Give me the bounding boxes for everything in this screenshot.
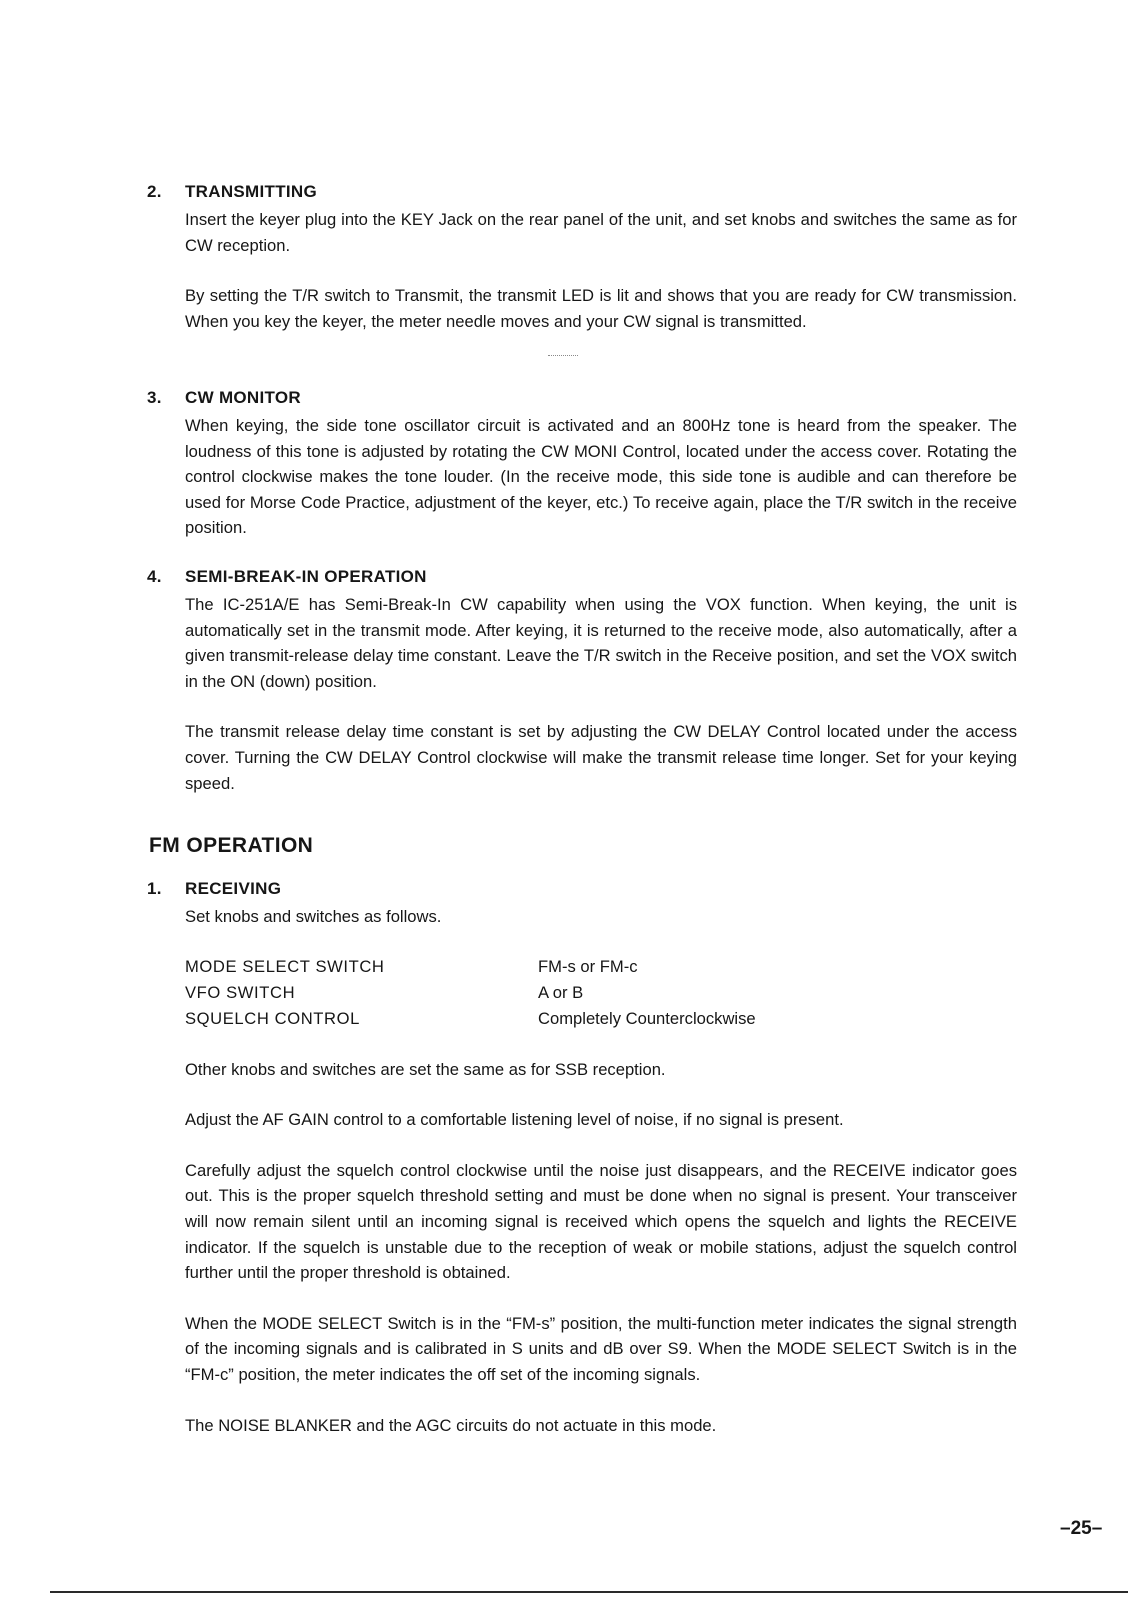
paragraph: Other knobs and switches are set the same as for SSB reception. bbox=[185, 1059, 666, 1079]
paragraph: The NOISE BLANKER and the AGC circuits do not actuate in this mode. bbox=[185, 1415, 717, 1435]
settings-row bbox=[185, 954, 1017, 980]
paragraph: By setting the T/R switch to Transmit, the transmit LED is lit and shows that you are ready for CW transmission. When you key the keyer, the meter needle moves and your CW signal is transmitted. bbox=[185, 286, 1017, 331]
setting-value: Completely Counterclockwise bbox=[538, 1008, 756, 1028]
section-heading bbox=[147, 566, 1017, 588]
paragraph: Set knobs and switches as follows. bbox=[185, 907, 442, 926]
page-number: –25– bbox=[1060, 1518, 1103, 1539]
section-number: 3. bbox=[147, 388, 162, 407]
bottom-rule bbox=[50, 1591, 1128, 1593]
section-heading bbox=[147, 181, 1017, 203]
section-heading bbox=[147, 878, 1017, 900]
section-semi-break-in bbox=[147, 566, 1017, 796]
paragraph: When the MODE SELECT Switch is in the “FM-s” position, the multi-function meter indicates the signal strength of the incoming signals and is calibrated in S units and dB over S9. When the MODE SELECT Switch is in the “FM-c” position, the meter indicates the off set of the incoming signals. bbox=[185, 1313, 1017, 1384]
setting-name: MODE SELECT SWITCH bbox=[185, 956, 385, 976]
section-number: 4. bbox=[147, 567, 162, 586]
setting-value: FM-s or FM-c bbox=[538, 956, 638, 976]
settings-row bbox=[185, 980, 1017, 1006]
fm-operation-heading: FM OPERATION bbox=[149, 834, 314, 857]
section-heading bbox=[147, 387, 1017, 409]
paragraph: Carefully adjust the squelch control clockwise until the noise just disappears, and the RECEIVE indicator goes out. This is the proper squelch threshold setting and must be done when no signal is present. Your transceiver will now remain silent until an incoming signal is received which opens the squelch and lights the RECEIVE indicator. If the squelch is unstable due to the reception of weak or mobile stations, adjust the squelch control further until the proper threshold is obtained. bbox=[185, 1160, 1017, 1283]
paragraph: When keying, the side tone oscillator circuit is activated and an 800Hz tone is heard from the speaker. The loudness of this tone is adjusted by rotating the CW MONI Control, located under the access cover. Rotating the control clockwise makes the tone louder. (In the receive mode, this side tone is audible and can therefore be used for Morse Code Practice, adjustment of the keyer, etc.) To receive again, place the T/R switch in the receive position. bbox=[185, 416, 1017, 538]
setting-name: VFO SWITCH bbox=[185, 982, 296, 1002]
setting-value: A or B bbox=[538, 982, 584, 1002]
paragraph: The transmit release delay time constant is set by adjusting the CW DELAY Control located under the access cover. Turning the CW DELAY Control clockwise will make the transmit release time longer. Set for your keying speed. bbox=[185, 722, 1017, 793]
scan-speck bbox=[548, 355, 578, 357]
paragraph: Adjust the AF GAIN control to a comfortable listening level of noise, if no signal is present. bbox=[185, 1110, 844, 1130]
settings-row bbox=[185, 1006, 1017, 1032]
paragraph: Insert the keyer plug into the KEY Jack on the rear panel of the unit, and set knobs and switches the same as for CW reception. bbox=[185, 210, 1017, 255]
settings-table bbox=[185, 954, 1017, 1032]
section-title: CW MONITOR bbox=[185, 388, 302, 407]
setting-name: SQUELCH CONTROL bbox=[185, 1008, 360, 1028]
section-receiving bbox=[147, 878, 1017, 1438]
section-number: 2. bbox=[147, 182, 162, 201]
paragraph: The IC-251A/E has Semi-Break-In CW capability when using the VOX function. When keying, the unit is automatically set in the transmit mode. After keying, it is returned to the receive mode, also automatically, after a given transmit-release delay time constant. Leave the T/R switch in the Receive position, and set the VOX switch in the ON (down) position. bbox=[185, 595, 1017, 691]
section-number: 1. bbox=[147, 879, 162, 898]
section-cw-monitor bbox=[147, 387, 1017, 541]
section-title: SEMI-BREAK-IN OPERATION bbox=[185, 567, 427, 586]
section-transmitting bbox=[147, 181, 1017, 334]
section-title: TRANSMITTING bbox=[185, 182, 318, 201]
section-title: RECEIVING bbox=[185, 879, 282, 898]
